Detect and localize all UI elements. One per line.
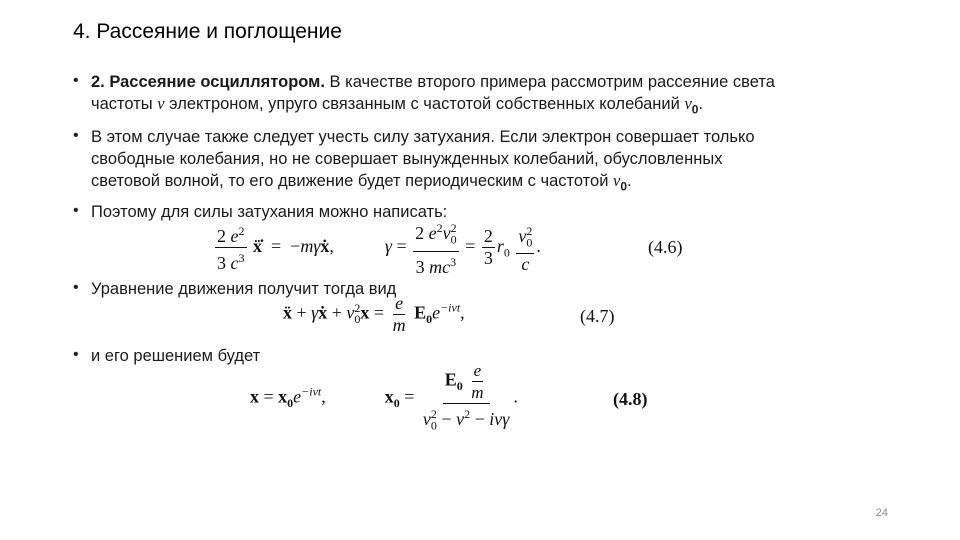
equation-number-4-8: (4.8)	[613, 389, 648, 409]
bullet-5: •	[73, 346, 79, 363]
bullet-2: •	[73, 127, 79, 144]
paragraph-5: и его решением будет	[91, 347, 261, 365]
equation-number-4-7: (4.7)	[580, 306, 615, 326]
bullet-4: •	[73, 279, 79, 296]
equation-4-7: ẍ + γẋ + $\nu_0^2x$ = $\frac{e}{m}$ $E_0e^{-i\nu t}$,	[283, 293, 465, 335]
equation-number-4-6: (4.6)	[648, 237, 683, 257]
paragraph-4: Уравнение движения получит тогда вид	[91, 280, 397, 298]
paragraph-2: В этом случае также следует учесть силу затухания. Если электрон совершает только свободные колебания, но не совершает вынужденных колебаний, обусловленных световой волной, то его движение будет периодическим с частотой $\nu_0$.	[91, 128, 755, 194]
page-number: 24	[875, 507, 888, 519]
equation-4-6: $\frac{2 e^2}{3 c^3}$ ẍ̇ = −mγẋ, γ = $\frac{2 e^2\nu_0^2}{3 mc^3}$ = $\frac{2}{3}$ $r_0$ $\frac{\nu_0^2}{c}$ .	[213, 218, 541, 278]
bullet-3: •	[73, 202, 79, 219]
paragraph-1: 2. Рассеяние осциллятором. В качестве второго примера рассмотрим рассеяние света частоты ν электроном, упруго связанным с частотой собственных колебаний $\nu_0$.	[91, 73, 775, 117]
bullet-1: •	[73, 72, 79, 89]
slide-title: 4. Рассеяние и поглощение	[73, 20, 342, 43]
paragraph-1-bold: 2. Рассеяние осциллятором.	[91, 73, 325, 91]
paragraph-3: Поэтому для силы затухания можно написать:	[91, 203, 448, 221]
equation-4-8: $x = x_0e^{-i\nu t}$, $x_0$ = $E_0$ $\frac{e}{m}$ $\nu_0^2 - \nu^2 - i\nu\gamma$ .	[250, 361, 518, 433]
